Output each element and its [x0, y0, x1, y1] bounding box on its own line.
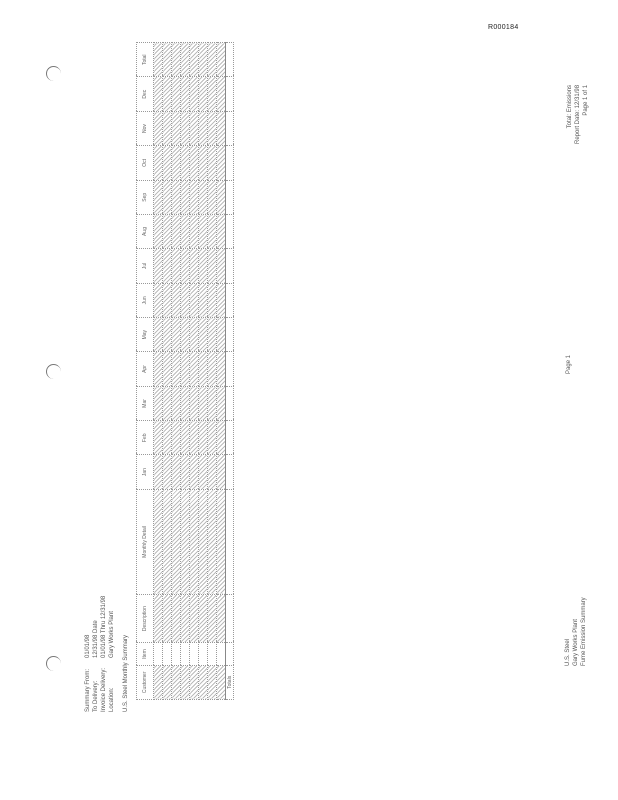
header-label: Location: [109, 687, 115, 712]
header-row [92, 596, 100, 712]
header-row [84, 596, 92, 712]
column-header: Item [137, 643, 154, 665]
table-row [199, 43, 208, 700]
table-row [208, 43, 217, 700]
punch-hole-bottom [46, 656, 61, 671]
column-header: Oct [137, 146, 154, 180]
column-header: Description [137, 594, 154, 643]
column-header: Monthly Detail [137, 489, 154, 594]
header-value: Gary Works Plant [109, 611, 115, 658]
column-header: May [137, 317, 154, 351]
column-header: Mar [137, 386, 154, 420]
column-header: Aug [137, 214, 154, 248]
totals-row [226, 43, 234, 700]
header-value: 01/01/98 Thru 12/31/98 [101, 595, 107, 658]
summary-table-frame [136, 42, 234, 700]
table-row [172, 43, 181, 700]
table-row [190, 43, 199, 700]
header-row [100, 596, 108, 712]
table-row [163, 43, 172, 700]
column-header: Apr [137, 352, 154, 386]
footer-line: Fume Emission Summary [581, 597, 587, 666]
footer-line: Page 1 of 1 [583, 84, 589, 116]
column-header: Jan [137, 455, 154, 489]
footer-right [566, 85, 590, 144]
column-header: Jun [137, 283, 154, 317]
punch-hole-top [46, 66, 61, 81]
table-row [217, 43, 226, 700]
table-row [181, 43, 190, 700]
summary-table [136, 42, 234, 700]
header-label: Summary From: [85, 668, 91, 712]
header-value: 01/01/98 [85, 634, 91, 658]
column-header: Nov [137, 111, 154, 145]
header-value: 12/31/98 Date [93, 620, 99, 658]
column-header: Customer [137, 665, 154, 699]
table-header-row [137, 43, 154, 700]
totals-label: Totals [226, 665, 234, 699]
column-header: Sep [137, 180, 154, 214]
table-row [154, 43, 163, 700]
footer-line: Gary Works Plant [573, 619, 579, 666]
footer-left [564, 597, 588, 666]
punch-hole-middle [46, 364, 61, 379]
page-id: R000184 [488, 24, 519, 31]
footer-line: U.S. Steel [565, 638, 571, 666]
column-header: Total [137, 43, 154, 77]
footer-line: Report Date: 12/31/98 [575, 84, 581, 144]
column-header: Feb [137, 421, 154, 455]
column-header: Dec [137, 77, 154, 111]
header-label: To Delivery: [93, 680, 99, 712]
header-row [108, 596, 116, 712]
header-label: Invoice Delivery: [101, 667, 107, 712]
report-header [84, 596, 130, 712]
column-header: Jul [137, 249, 154, 283]
footer-page-number: Page 1 [566, 354, 572, 374]
report-title: U.S. Steel Monthly Summary [123, 634, 129, 712]
footer-line: Total: Emissions [567, 84, 573, 129]
